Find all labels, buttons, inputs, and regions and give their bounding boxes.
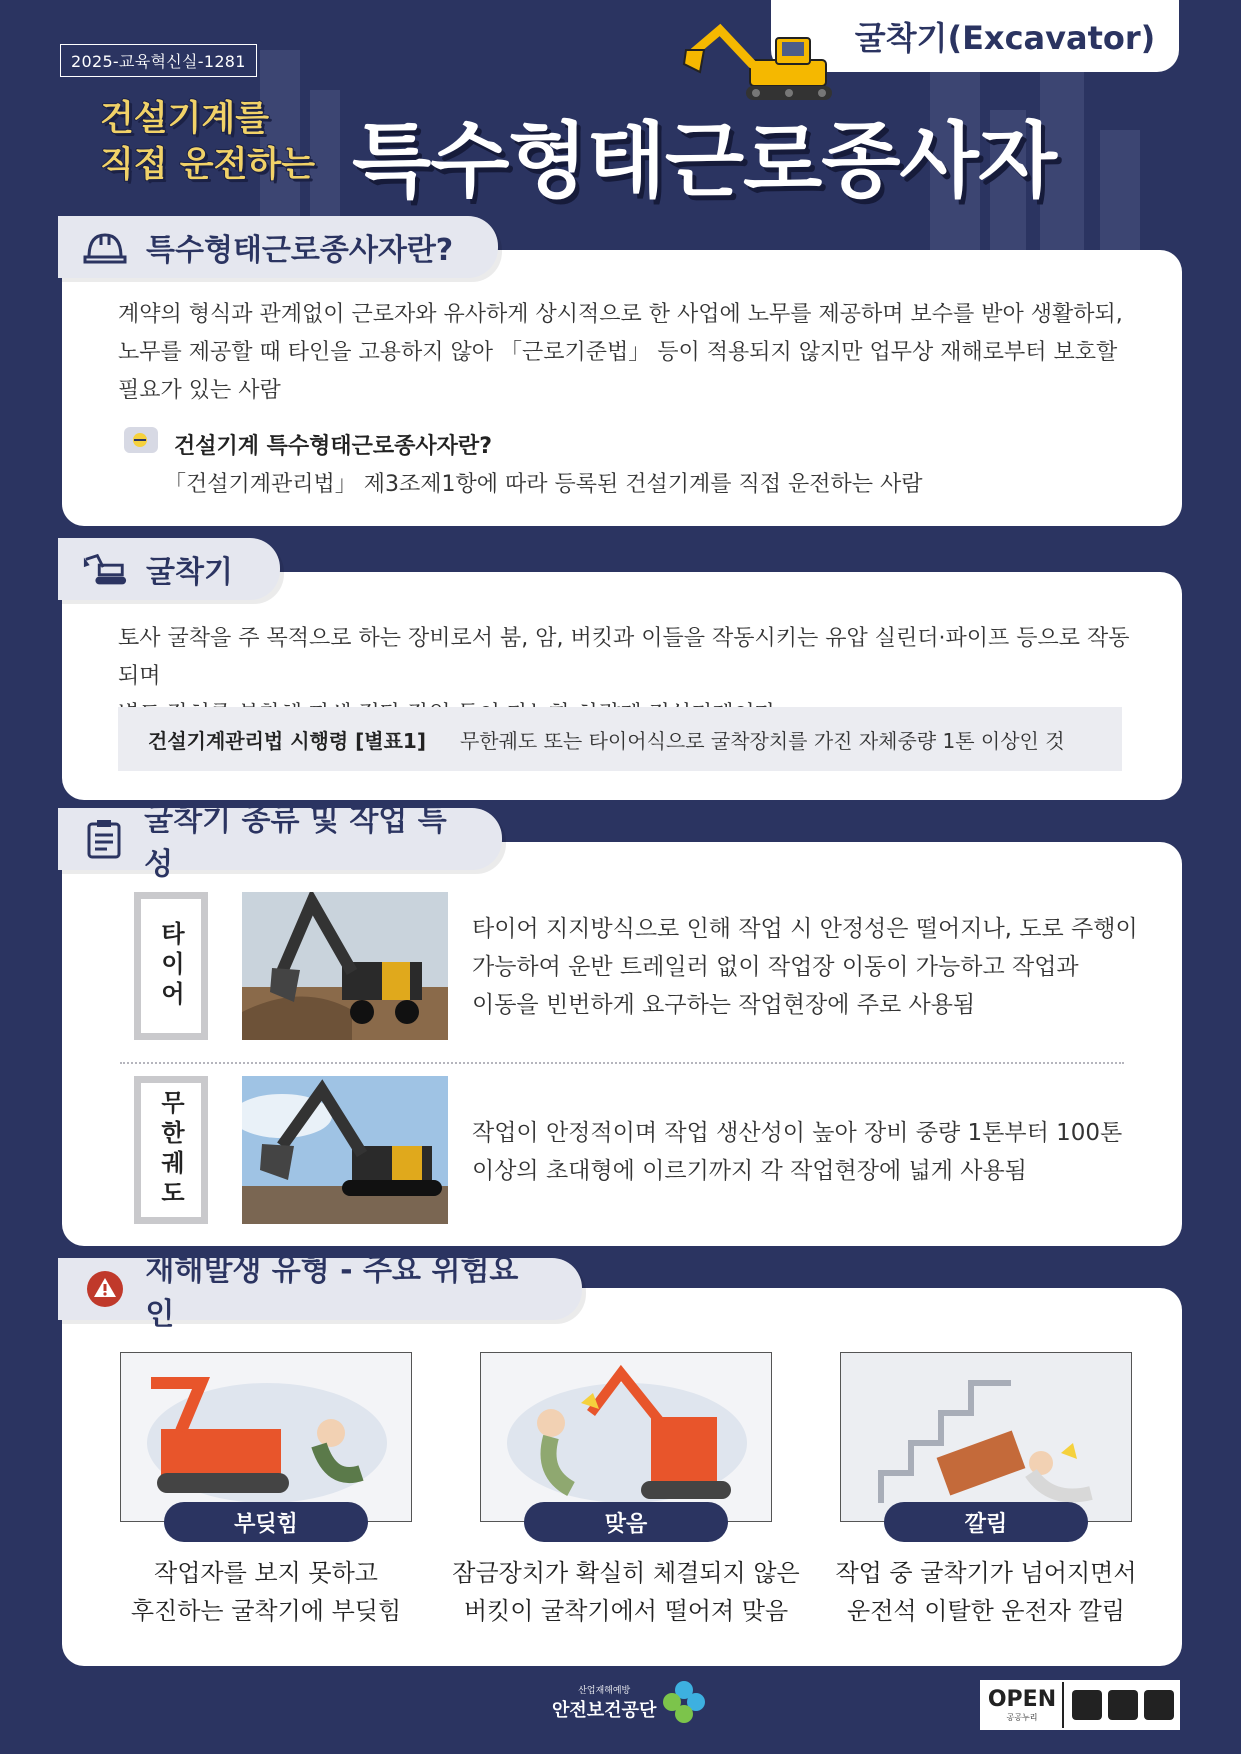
accident-desc-struck-line1: 작업자를 보지 못하고 [154,1559,378,1587]
section1-line1: 계약의 형식과 관계없이 근로자와 유사하게 상시적으로 한 사업에 노무를 제공하며 보수를 받아 생활하되, [118,302,1123,327]
tire-desc-line3: 이동을 빈번하게 요구하는 작업현장에 주로 사용됨 [472,992,976,1018]
law-reference-box [118,707,1122,771]
attribution-icon [1072,1690,1102,1720]
org-name: 안전보건공단 [552,1699,657,1721]
tire-desc-line2: 가능하여 운반 트레일러 없이 작업장 이동이 가능하고 작업과 [472,954,1079,980]
section1-sub-heading: 건설기계 특수형태근로종사자란? [174,433,492,459]
page-title: 특수형태근로종사자 [352,114,1056,209]
speech-bubble-icon [122,425,160,463]
title-small [100,96,315,188]
accident-desc-hit [446,1554,806,1630]
section1-heading [58,216,498,278]
type-divider [120,1062,1124,1064]
noncommercial-icon [1108,1690,1138,1720]
crawler-excavator-photo [242,1076,448,1224]
org-small-text: 산업재해예방 [578,1685,631,1696]
kogl-open-badge [980,1680,1180,1730]
title-small-line1: 건설기계를 [100,99,270,139]
accident-desc-struck [86,1554,446,1630]
section1-body [118,296,1138,410]
corner-title: 굴착기(Excavator) [854,19,1156,57]
noderivs-icon [1144,1690,1174,1720]
crawler-description [472,1114,1122,1190]
tire-excavator-photo [242,892,448,1040]
kosha-logo [552,1680,706,1724]
crawler-desc-line1: 작업이 안정적이며 작업 생산성이 높아 장비 중량 1톤부터 100톤 [472,1120,1123,1146]
title-small-line2: 직접 운전하는 [100,145,316,185]
law-name: 건설기계관리법 시행령 [별표1] [148,728,426,753]
accident-desc-hit-line2: 버킷이 굴착기에서 떨어져 맞음 [463,1597,789,1625]
section2-heading [58,538,280,600]
section1-line3: 필요가 있는 사람 [118,378,281,403]
tire-desc-line1: 타이어 지지방식으로 인해 작업 시 안정성은 떨어지나, 도로 주행이 [472,916,1138,942]
section1-heading-text: 특수형태근로종사자란? [146,233,454,268]
accident-label-caught: 깔림 [884,1502,1088,1542]
tire-description [472,910,1138,1024]
accident-illustration-struck [120,1352,412,1522]
excavator-line-icon [82,546,128,592]
section4-heading-text: 재해발생 유형 - 주요 위험요인 [145,1253,519,1332]
hardhat-icon [82,224,128,270]
excavator-icon [680,20,840,104]
open-label: OPEN [987,1687,1057,1712]
accident-desc-struck-line2: 후진하는 굴착기에 부딪힘 [130,1597,402,1625]
accident-desc-caught-line1: 작업 중 굴착기가 넘어지면서 [835,1559,1137,1587]
open-sub-label: 공공누리 [1006,1713,1038,1722]
kosha-cross-icon [662,1680,706,1724]
hazard-icon [82,1266,127,1312]
clipboard-icon [82,816,126,862]
accident-desc-caught-line2: 운전석 이탈한 운전자 깔림 [847,1597,1125,1625]
accident-label-hit: 맞음 [524,1502,728,1542]
section1-sub-text: 「건설기계관리법」 제3조제1항에 따라 등록된 건설기계를 직접 운전하는 사람 [164,472,923,497]
section2-heading-text: 굴착기 [146,555,233,590]
law-text: 무한궤도 또는 타이어식으로 굴착장치를 가진 자체중량 1톤 이상인 것 [459,728,1065,753]
section2-line1: 토사 굴착을 주 목적으로 하는 장비로서 붐, 암, 버킷과 이들을 작동시키는 유압 실린더·파이프 등으로 작동되며 [118,626,1130,689]
type-label-crawler: 무한궤도 [134,1076,208,1224]
section3-heading [58,803,502,882]
accident-illustration-caught [840,1352,1132,1522]
accident-desc-hit-line1: 잠금장치가 확실히 체결되지 않은 [452,1559,800,1587]
section1-subquestion [122,425,492,463]
crawler-desc-line2: 이상의 초대형에 이르기까지 각 작업현장에 넓게 사용됨 [472,1158,1027,1184]
accident-illustration-hit [480,1352,772,1522]
accident-desc-caught [806,1554,1166,1630]
document-code: 2025-교육혁신실-1281 [60,44,257,77]
accident-label-struck: 부딪힘 [164,1502,368,1542]
section1-line2: 노무를 제공할 때 타인을 고용하지 않아 「근로기준법」 등이 적용되지 않지만 업무상 재해로부터 보호할 [118,340,1118,365]
section3-heading-text: 굴착기 종류 및 작업 특성 [144,803,447,882]
section4-heading [58,1253,582,1332]
type-label-tire: 타이어 [134,892,208,1040]
